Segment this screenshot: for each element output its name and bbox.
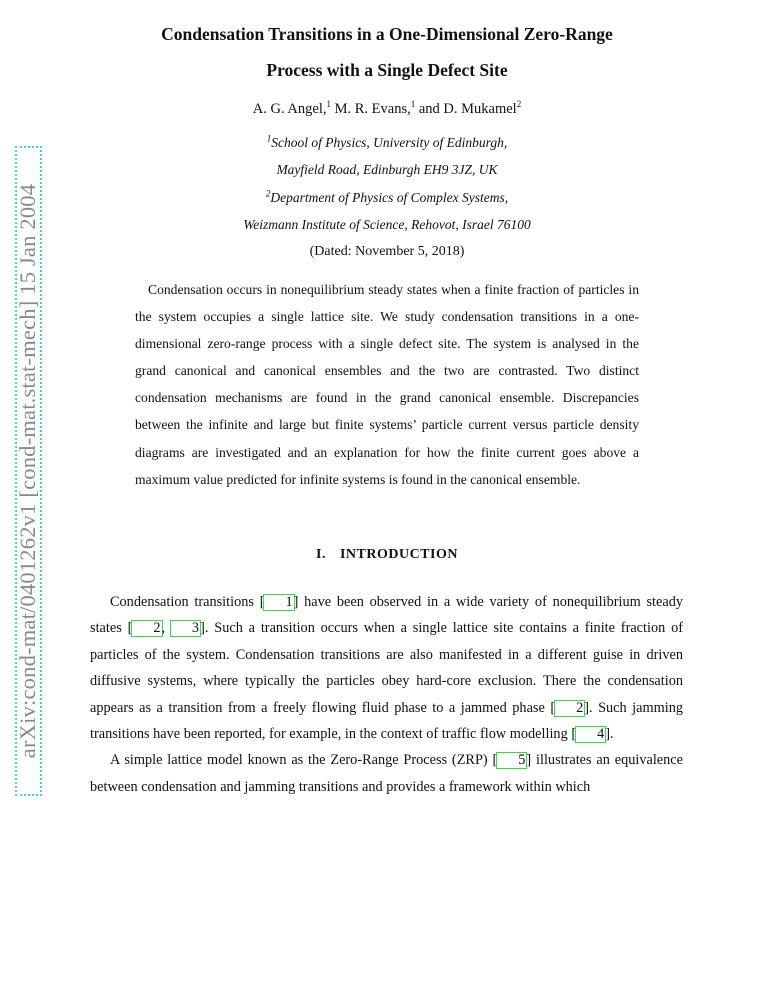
affil-mark: 1 <box>266 133 272 144</box>
author-affil-mark: 2 <box>516 99 522 110</box>
text-run: Condensation transitions <box>110 594 260 610</box>
affiliation-text: Department of Physics of Complex Systems, <box>270 190 509 205</box>
affiliation-1-line-1 <box>60 135 714 151</box>
text-run: have been observed in a wide variety of nonequilibrium steady states <box>90 594 684 637</box>
author-affil-mark: 1 <box>410 99 416 110</box>
citation-link[interactable]: 1 <box>263 594 294 611</box>
citation-link[interactable]: 5 <box>496 752 527 769</box>
text-run: . Such jamming transitions have been reported, for example, in the context of traffic flow modelling <box>90 699 683 743</box>
abstract <box>135 276 639 493</box>
text-run: , <box>161 620 171 637</box>
author-affil-mark: 1 <box>326 99 331 110</box>
arxiv-identifier: arXiv:cond-mat/0401262v1 [cond-mat.stat-mech] 15 Jan 2004 <box>15 183 40 759</box>
text-run: . Such a transition occurs when a single lattice site contains a finite fraction of particles of the system. Condensation transitions are also manifested in a different guise in driven diffusive systems, where typically the particles obey hard-core exclusion. There the condensation appears as a transition from a freely flowing fluid phase to a jammed phase <box>90 620 683 716</box>
section-heading <box>60 547 714 563</box>
paragraph-2: A simple lattice model known as the Zero-Range Process (ZRP) [ 5] illustrates an equivalence between condensation and jamming transitions and provides a framework within which <box>90 752 683 795</box>
title-line-1: Condensation Transitions in a One-Dimensional Zero-Range <box>161 24 613 44</box>
citation-link[interactable]: 2 <box>554 700 585 717</box>
body-text <box>90 589 683 800</box>
author-evans: M. R. Evans, <box>330 101 411 117</box>
affiliation-text: School of Physics, University of Edinburgh, <box>271 135 508 150</box>
text-run: illustrates an equivalence between condensation and jamming transitions and provides a framework within which <box>90 752 683 795</box>
affiliation-1-line-2: Mayfield Road, Edinburgh EH9 3JZ, UK <box>276 162 498 177</box>
paper-title <box>60 16 714 88</box>
title-line-2: Process with a Single Defect Site <box>266 60 508 80</box>
affil-mark: 2 <box>265 188 271 199</box>
citation-link[interactable]: 4 <box>575 726 606 743</box>
section-title: INTRODUCTION <box>339 547 458 562</box>
date-line: (Dated: November 5, 2018) <box>309 244 465 259</box>
author-list <box>60 101 714 118</box>
citation-link[interactable]: 3 <box>170 620 201 637</box>
text-run: . <box>610 726 614 743</box>
author-mukamel: and D. Mukamel <box>415 101 517 117</box>
text-run: A simple lattice model known as the Zero-Range Process (ZRP) <box>110 752 493 769</box>
paragraph-1: Condensation transitions [ 1] have been observed in a wide variety of nonequilibrium steady states [ 2, 3]. Such a transition occurs when a single lattice site contains a finite fraction of particles of the system. Condensation transitions are also manifested in a different guise in driven diffusive systems, where typically the particles obey hard-core exclusion. There the condensation appears as a transition from a freely flowing fluid phase to a jammed phase [ 2]. Such jamming transitions have been reported, for example, in the context of traffic flow modelling [ 4]. <box>90 594 684 743</box>
section-number: I. <box>316 547 326 562</box>
author-angel: A. G. Angel, <box>252 101 327 117</box>
abstract-text: Condensation occurs in nonequilibrium steady states when a finite fraction of particles in the system occupies a single lattice site. We study condensation transitions in a one-dimensional zero-range process with a single defect site. The system is analysed in the grand canonical and canonical ensembles and the two are contrasted. Two distinct condensation mechanisms are found in the grand canonical ensemble. Discrepancies between the infinite and large but finite systems’ particle current versus particle density diagrams are investigated and an explanation for how the finite current goes above a maximum value predicted for infinite systems is found in the canonical ensemble. <box>135 282 639 487</box>
affiliation-2-line-2: Weizmann Institute of Science, Rehovot, Israel 76100 <box>243 217 531 232</box>
affiliation-2-line-1 <box>60 190 714 206</box>
citation-link[interactable]: 2 <box>131 620 162 637</box>
